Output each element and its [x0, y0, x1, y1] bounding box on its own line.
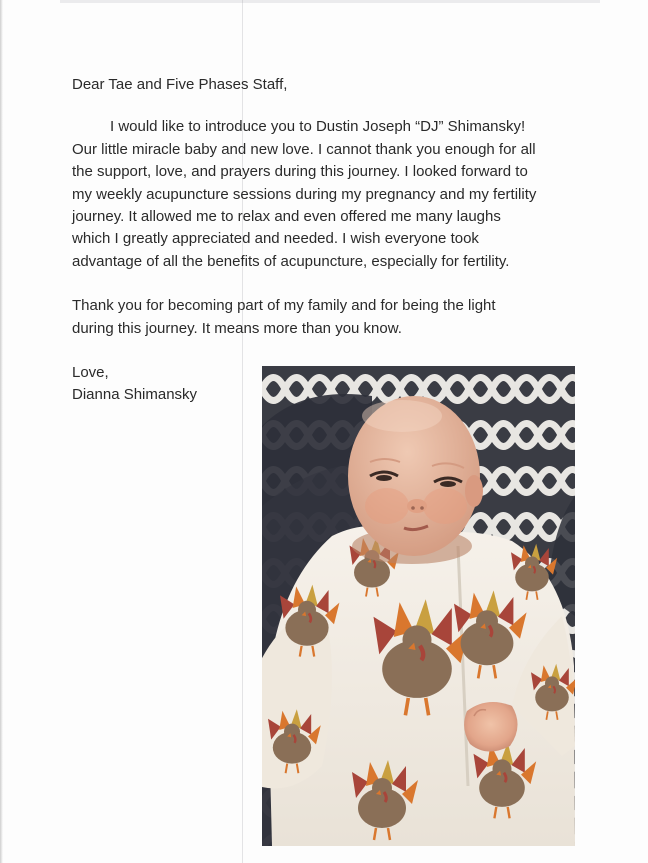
baby-photo	[262, 366, 575, 846]
letter-body	[72, 74, 592, 407]
scan-top-artifact	[60, 0, 600, 3]
paragraph-2-line: during this journey. It means more than you know.	[72, 319, 402, 337]
closing-word: Love,	[72, 364, 109, 382]
letter-paragraph-1	[72, 116, 592, 273]
paragraph-1-line: the support, love, and prayers during this journey. I looked forward to	[72, 163, 528, 181]
paragraph-1-line: advantage of all the benefits of acupuncture, especially for fertility.	[72, 252, 510, 270]
paragraph-1-line: my weekly acupuncture sessions during my pregnancy and my fertility	[72, 185, 537, 203]
scan-edge-shadow	[0, 0, 3, 863]
baby-photo-illustration	[262, 366, 575, 846]
paragraph-2-line: Thank you for becoming part of my family and for being the light	[72, 297, 496, 315]
letter-salutation: Dear Tae and Five Phases Staff,	[72, 76, 288, 93]
paragraph-1-line: Our little miracle baby and new love. I cannot thank you enough for all	[72, 140, 536, 158]
signature-name: Dianna Shimansky	[72, 386, 198, 404]
paragraph-1-line: I would like to introduce you to Dustin Joseph “DJ” Shimansky!	[110, 118, 526, 136]
paragraph-1-line: which I greatly appreciated and needed. I wish everyone took	[72, 230, 479, 248]
letter-paragraph-2	[72, 295, 592, 340]
paragraph-1-line: journey. It allowed me to relax and even offered me many laughs	[72, 208, 501, 226]
